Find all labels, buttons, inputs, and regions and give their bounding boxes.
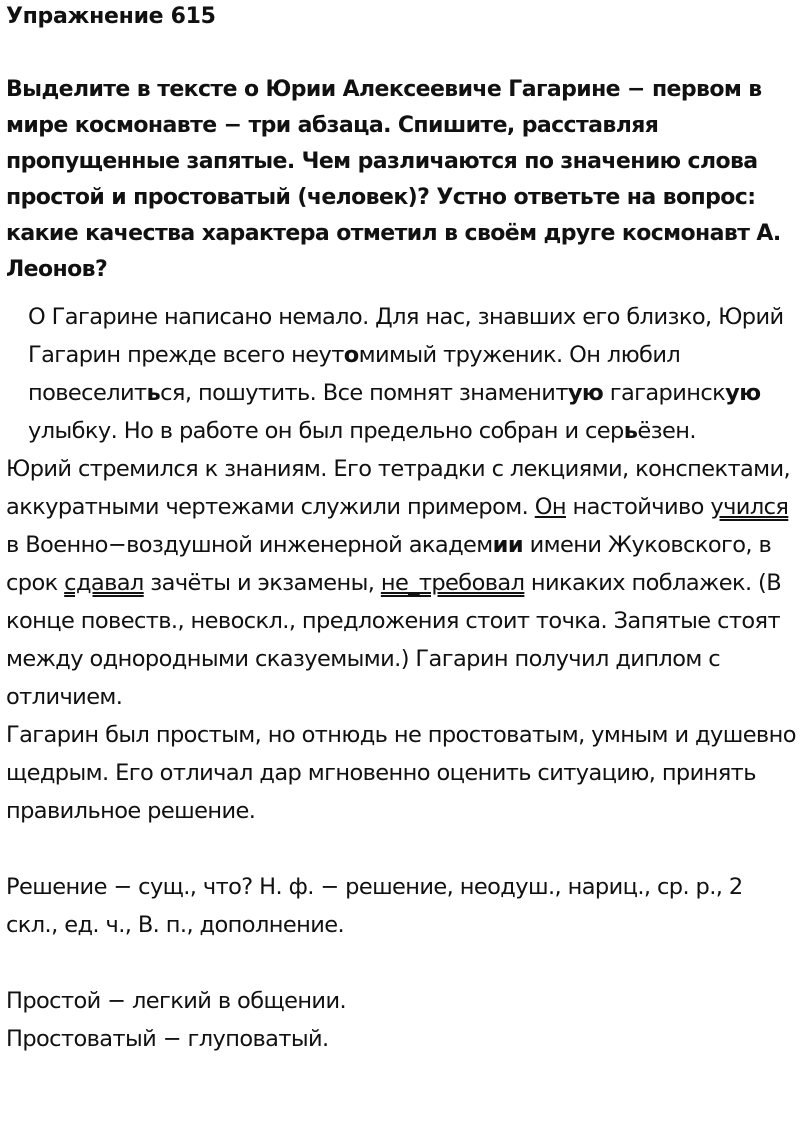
text-fragment: мимый труженик. Он любил повеселит [28, 342, 681, 406]
text-fragment: никаких поблажек. (В конце повеств., невоскл., предложения стоит точка. Запятые стоят между однородными сказуемыми.) Гагарин получил диплом с отличием. [6, 570, 782, 710]
definition-simple: Простой − легкий в общении. [6, 988, 347, 1014]
exercise-title: Упражнение 615 [6, 4, 216, 29]
text-fragment: настойчиво [565, 494, 711, 520]
subject-underlined: Он [534, 494, 566, 520]
highlighted-ending: ую [725, 380, 761, 406]
highlighted-letter: ь [623, 418, 638, 444]
text-fragment: ся, пошутить. Все помнят знаменит [160, 380, 568, 406]
highlighted-letter: ь [146, 380, 161, 406]
task-statement: Выделите в тексте о Юрии Алексеевиче Гагарине − первом в мире космонавте − три абзаца. Спишите, расставляя пропущенные запятые. Чем различаются по значению слова простой и простоватый (человек)? Устно ответьте на вопрос: какие качества характера отметил в своём друге космонавт А. Леонов? [6, 77, 781, 282]
answer-text [6, 298, 798, 1058]
predicate-underlined: учился [710, 494, 789, 520]
definition-simple-minded: Простоватый − глуповатый. [6, 1026, 329, 1052]
text-fragment: в Военно−воздушной инженерной академ [6, 532, 493, 558]
highlighted-ending: ую [567, 380, 604, 406]
text-fragment: Юрий стремился к знаниям. Его тетрадки с лекциями, конспектами, аккуратными чертежами служили примером. [6, 456, 791, 520]
highlighted-letter: о [343, 342, 359, 368]
exercise-page [6, 0, 798, 1058]
text-fragment: ёзен. [637, 418, 696, 444]
predicate-underlined: сдавал [64, 570, 144, 596]
text-fragment: имени Жуковского, в срок [6, 532, 772, 596]
paragraph-1 [6, 298, 798, 450]
paragraph-2 [6, 450, 798, 716]
text-fragment: улыбку. Но в работе он был предельно собран и сер [28, 418, 624, 444]
text-fragment: зачёты и экзамены, [143, 570, 381, 596]
highlighted-ending: ии [492, 532, 524, 558]
paragraph-3: Гагарин был простым, но отнюдь не простоватым, умным и душевно щедрым. Его отличал дар мгновенно оценить ситуацию, принять правильное решение. [6, 722, 796, 824]
morphological-analysis: Решение − сущ., что? Н. ф. − решение, неодуш., нариц., ср. р., 2 скл., ед. ч., В. п., дополнение. [6, 874, 743, 938]
predicate-underlined: не_требовал [380, 570, 525, 596]
text-fragment: О Гагарине написано немало. Для нас, знавших его близко, Юрий Гагарин прежде всего неут [28, 304, 784, 368]
text-fragment: гагаринск [603, 380, 726, 406]
